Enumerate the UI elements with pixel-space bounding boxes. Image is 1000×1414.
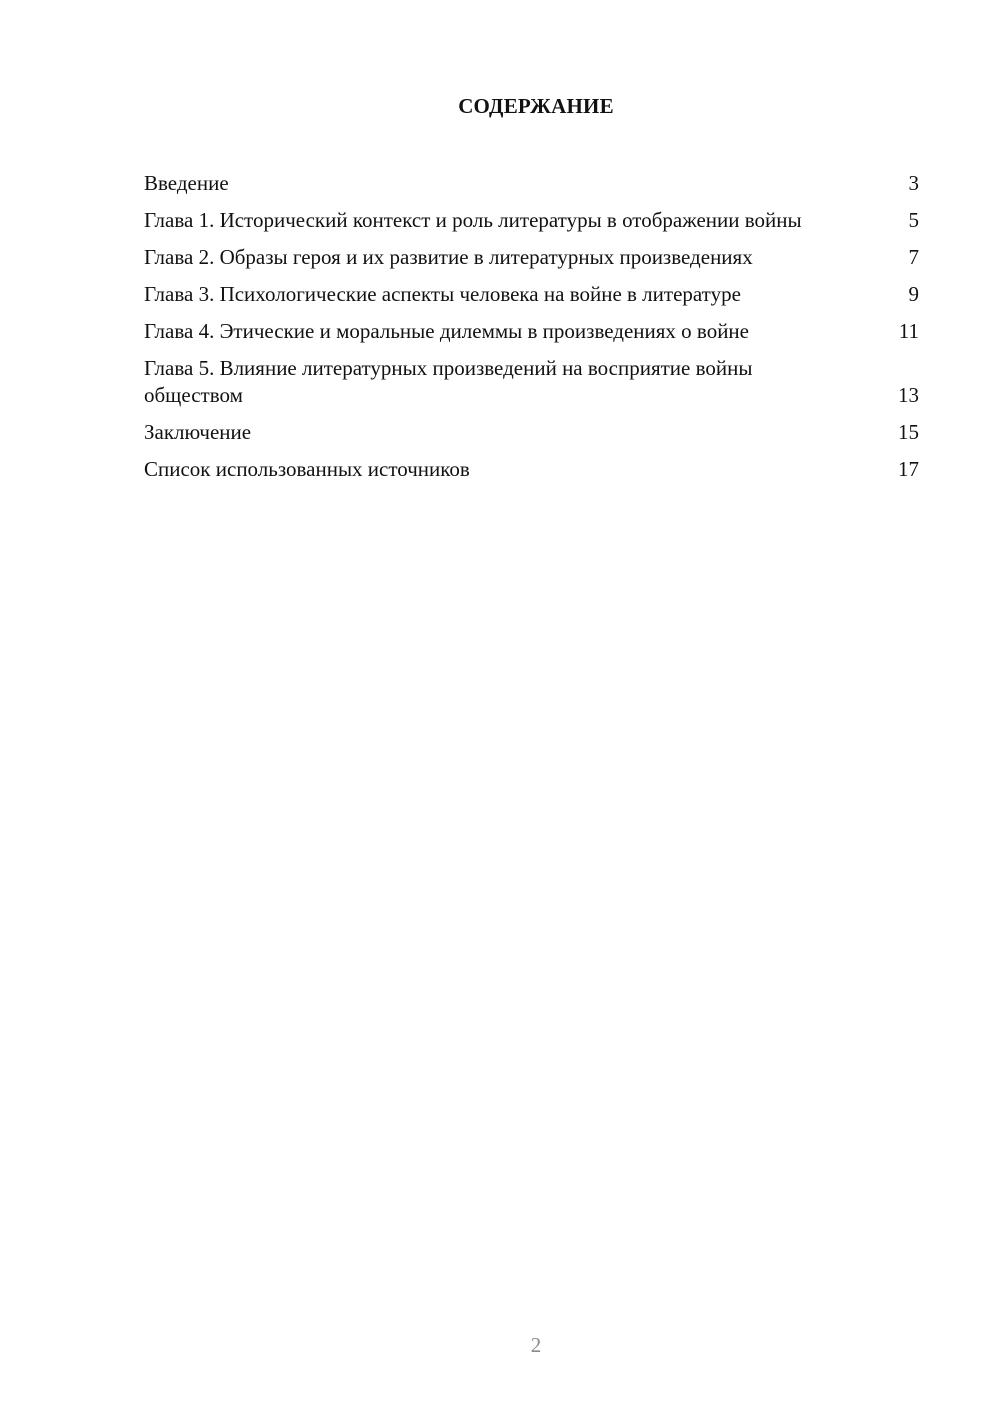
toc-entry-page: 9 [908, 282, 919, 306]
toc-entry-introduction [144, 170, 919, 197]
toc-entry-chapter-3 [144, 281, 919, 308]
toc-entry-chapter-1 [144, 207, 919, 234]
toc-entry-label: Глава 1. Исторический контекст и роль литературы в отображении войны [144, 208, 802, 232]
toc-entry-label: Заключение [144, 420, 252, 444]
toc-entry-label: Глава 5. Влияние литературных произведений на восприятие войны обществом [144, 356, 753, 407]
toc-entry-page: 3 [908, 171, 919, 195]
toc-entry-chapter-5 [144, 355, 919, 409]
toc-entry-label: Глава 4. Этические и моральные дилеммы в произведениях о войне [144, 319, 749, 343]
toc-entry-label: Глава 3. Психологические аспекты человека на войне в литературе [144, 282, 741, 306]
toc-title: СОДЕРЖАНИЕ [458, 94, 614, 118]
toc-entry-page: 17 [898, 457, 919, 481]
toc-entry-label: Глава 2. Образы героя и их развитие в литературных произведениях [144, 245, 753, 269]
toc-entry-chapter-4 [144, 318, 919, 345]
toc-entry-references [144, 456, 919, 483]
toc-entry-label: Список использованных источников [144, 457, 470, 481]
page-number: 2 [530, 1333, 542, 1357]
toc-entry-conclusion [144, 419, 919, 446]
toc-entry-page: 5 [908, 208, 919, 232]
toc-entry-page: 13 [898, 383, 919, 407]
toc-entry-page: 7 [908, 245, 919, 269]
table-of-contents [144, 170, 919, 493]
toc-entry-page: 15 [898, 420, 919, 444]
toc-entry-label: Введение [144, 171, 229, 195]
toc-entry-chapter-2 [144, 244, 919, 271]
toc-entry-page: 11 [898, 319, 919, 343]
